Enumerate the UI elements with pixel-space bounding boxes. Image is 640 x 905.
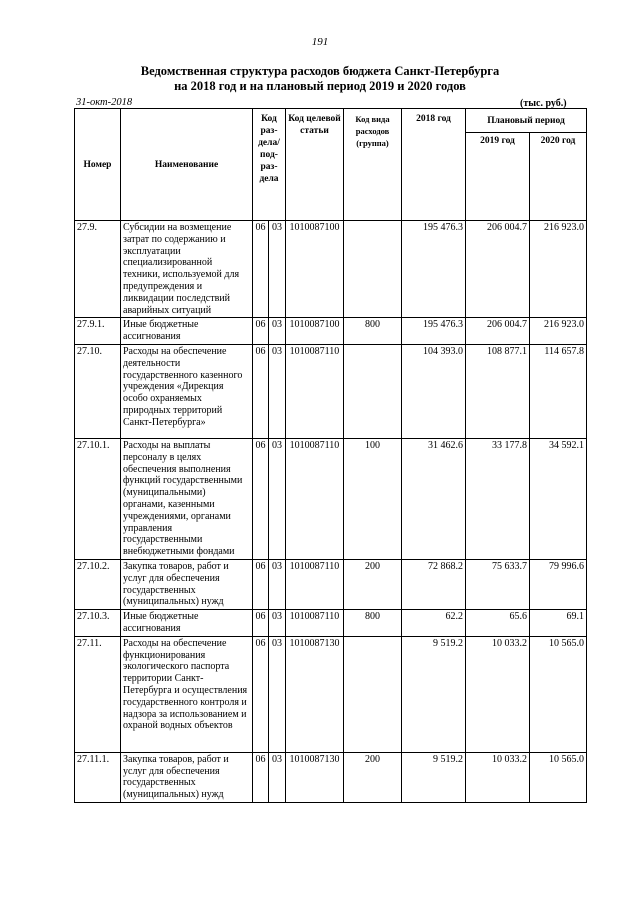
row-expense-code [344, 636, 402, 752]
row-value-2018: 104 393.0 [402, 344, 466, 438]
row-name: Субсидии на возмещение затрат по содержанию и эксплуатации специализированной техники, используемой для предупреждения и ликвидации последствий аварийных ситуаций [121, 221, 253, 318]
row-subsection: 03 [269, 344, 286, 438]
title-line-1: Ведомственная структура расходов бюджета Санкт-Петербурга [140, 64, 500, 78]
row-section: 06 [253, 221, 269, 318]
row-value-2019: 33 177.8 [466, 438, 530, 559]
row-value-2020: 10 565.0 [530, 752, 587, 802]
header-number: Номер [75, 109, 121, 221]
row-value-2020: 69.1 [530, 610, 587, 637]
row-target-code: 1010087110 [286, 438, 344, 559]
row-subsection: 03 [269, 559, 286, 609]
table-row [75, 438, 587, 559]
row-name: Иные бюджетные ассигнования [121, 610, 253, 637]
row-section: 06 [253, 559, 269, 609]
table-row [75, 610, 587, 637]
row-target-code: 1010087100 [286, 318, 344, 345]
header-section-code: Код раз-дела/ под-раз-дела [253, 109, 286, 221]
row-expense-code: 100 [344, 438, 402, 559]
row-target-code: 1010087110 [286, 610, 344, 637]
row-number: 27.11.1. [75, 752, 121, 802]
table-row [75, 752, 587, 802]
row-value-2020: 34 592.1 [530, 438, 587, 559]
row-expense-code [344, 221, 402, 318]
row-target-code: 1010087100 [286, 221, 344, 318]
row-subsection: 03 [269, 221, 286, 318]
header-target-code: Код целевой статьи [286, 109, 344, 221]
row-name: Иные бюджетные ассигнования [121, 318, 253, 345]
row-section: 06 [253, 752, 269, 802]
row-number: 27.10.2. [75, 559, 121, 609]
row-subsection: 03 [269, 438, 286, 559]
row-value-2020: 114 657.8 [530, 344, 587, 438]
header-2019: 2019 год [466, 133, 530, 221]
row-number: 27.10. [75, 344, 121, 438]
row-value-2018: 9 519.2 [402, 636, 466, 752]
row-value-2019: 108 877.1 [466, 344, 530, 438]
row-target-code: 1010087130 [286, 752, 344, 802]
header-name: Наименование [121, 109, 253, 221]
row-value-2019: 65.6 [466, 610, 530, 637]
row-name: Закупка товаров, работ и услуг для обеспечения государственных (муниципальных) нужд [121, 559, 253, 609]
row-target-code: 1010087110 [286, 344, 344, 438]
header-expense-code: Код вида расходов (группа) [344, 109, 402, 221]
row-section: 06 [253, 636, 269, 752]
row-value-2019: 10 033.2 [466, 636, 530, 752]
page-number: 191 [311, 36, 329, 48]
header-2020: 2020 год [530, 133, 587, 221]
row-value-2020: 79 996.6 [530, 559, 587, 609]
row-name: Закупка товаров, работ и услуг для обеспечения государственных (муниципальных) нужд [121, 752, 253, 802]
row-expense-code: 200 [344, 559, 402, 609]
row-number: 27.9.1. [75, 318, 121, 345]
table-row [75, 344, 587, 438]
row-expense-code: 800 [344, 318, 402, 345]
table-row [75, 221, 587, 318]
row-name: Расходы на обеспечение деятельности государственного казенного учреждения «Дирекция особо охраняемых природных территорий Санкт-Петербурга» [121, 344, 253, 438]
header-2018: 2018 год [402, 109, 466, 221]
row-value-2019: 206 004.7 [466, 221, 530, 318]
table-row [75, 636, 587, 752]
row-value-2018: 195 476.3 [402, 318, 466, 345]
document-date: 31-окт-2018 [76, 97, 133, 108]
row-subsection: 03 [269, 318, 286, 345]
row-value-2019: 206 004.7 [466, 318, 530, 345]
row-value-2020: 10 565.0 [530, 636, 587, 752]
row-value-2019: 10 033.2 [466, 752, 530, 802]
title-line-2: на 2018 год и на плановый период 2019 и 2020 годов [174, 79, 466, 93]
row-expense-code: 200 [344, 752, 402, 802]
row-section: 06 [253, 438, 269, 559]
row-number: 27.10.1. [75, 438, 121, 559]
row-value-2018: 31 462.6 [402, 438, 466, 559]
row-section: 06 [253, 318, 269, 345]
row-number: 27.11. [75, 636, 121, 752]
row-value-2020: 216 923.0 [530, 318, 587, 345]
document-title [0, 64, 640, 94]
row-expense-code [344, 344, 402, 438]
row-name: Расходы на выплаты персоналу в целях обеспечения выполнения функций государственными (муниципальными) органами, казенными учреждениями, органами управления государственными внебюджетными фондами [121, 438, 253, 559]
row-subsection: 03 [269, 610, 286, 637]
row-number: 27.9. [75, 221, 121, 318]
row-value-2018: 9 519.2 [402, 752, 466, 802]
row-value-2018: 195 476.3 [402, 221, 466, 318]
row-target-code: 1010087130 [286, 636, 344, 752]
row-value-2020: 216 923.0 [530, 221, 587, 318]
row-value-2018: 62.2 [402, 610, 466, 637]
row-subsection: 03 [269, 636, 286, 752]
row-expense-code: 800 [344, 610, 402, 637]
row-value-2019: 75 633.7 [466, 559, 530, 609]
row-target-code: 1010087110 [286, 559, 344, 609]
row-value-2018: 72 868.2 [402, 559, 466, 609]
row-section: 06 [253, 610, 269, 637]
row-section: 06 [253, 344, 269, 438]
units-label: (тыс. руб.) [520, 98, 567, 109]
table-row [75, 559, 587, 609]
header-planned-period: Плановый период [466, 109, 587, 133]
budget-table [74, 108, 587, 803]
row-name: Расходы на обеспечение функционирования экологического паспорта территории Санкт-Петербурга и осуществления государственного контроля и надзора за использованием и охраной водных объектов [121, 636, 253, 752]
row-number: 27.10.3. [75, 610, 121, 637]
table-row [75, 318, 587, 345]
row-subsection: 03 [269, 752, 286, 802]
